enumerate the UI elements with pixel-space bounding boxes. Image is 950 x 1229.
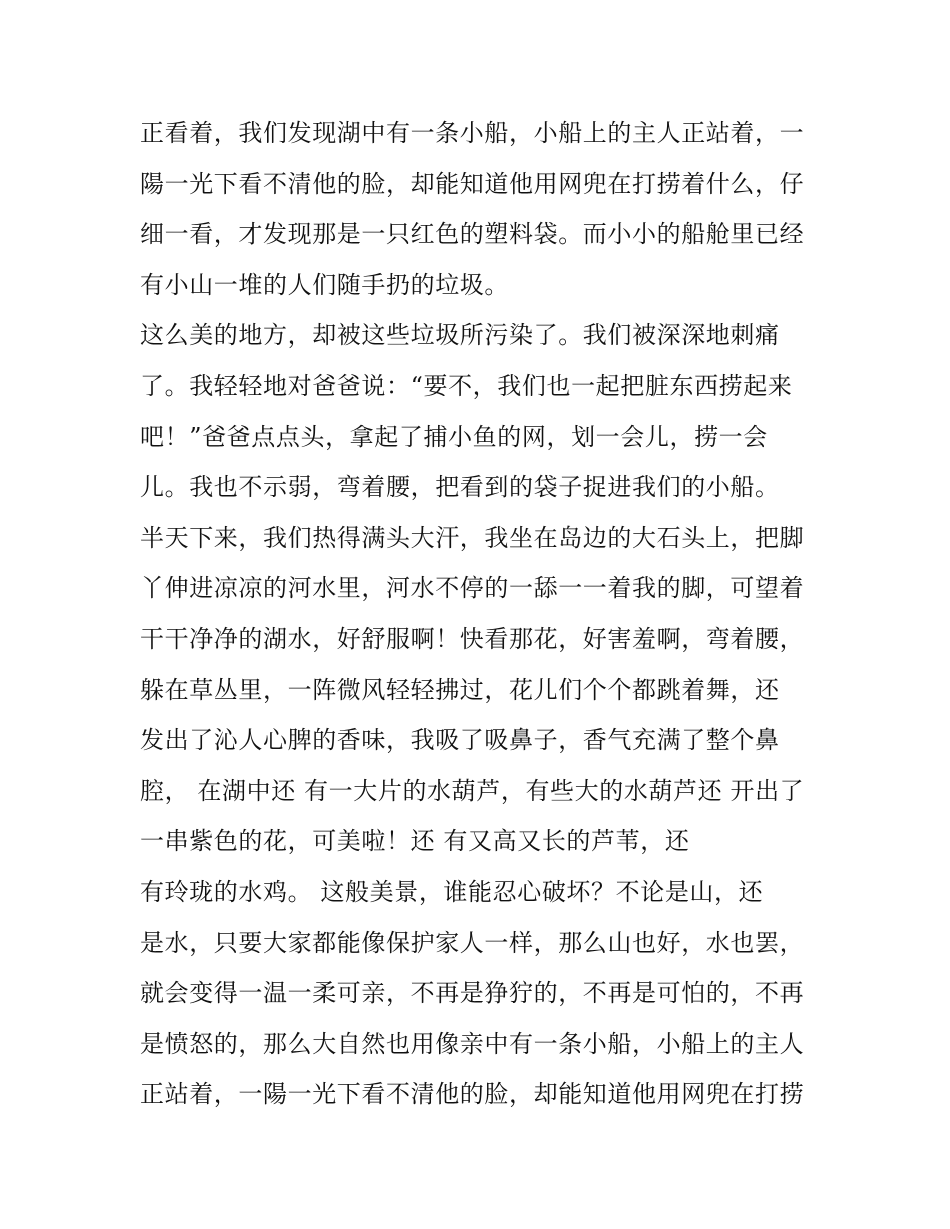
text-line-15: 一串紫色的花，可美啦！还 有又高又长的芦苇，还: [140, 827, 690, 856]
text-line-12: 躲在草丛里，一阵微风轻轻拂过，花儿们个个都跳着舞，还: [140, 675, 780, 704]
text-line-14: 腔， 在湖中还 有一大片的水葫芦，有些大的水葫芦还 开出了: [140, 776, 805, 805]
text-line-11: 干干净净的湖水，好舒服啊！快看那花，好害羞啊，弯着腰，: [140, 624, 805, 653]
text-line-7: 吧！”爸爸点点头，拿起了捕小鱼的网，划一会儿，捞一会: [140, 422, 768, 451]
text-line-5: 这么美的地方，却被这些垃圾所污染了。我们被深深地刺痛: [140, 321, 780, 350]
text-line-13: 发出了沁人心脾的香味，我吸了吸鼻子，香气充满了整个鼻: [140, 726, 780, 755]
text-line-2: 陽一光下看不清他的脸，却能知道他用网兜在打捞着什么，仔: [140, 169, 805, 198]
text-line-8: 儿。我也不示弱，弯着腰，把看到的袋子捉进我们的小船。: [140, 473, 780, 502]
text-line-16: 有玲珑的水鸡。 这般美景，谁能忍心破坏？不论是山，还: [140, 877, 764, 906]
text-line-6: 了。我轻轻地对爸爸说：“要不，我们也一起把脏东西捞起来: [140, 371, 793, 400]
text-line-1: 正看着，我们发现湖中有一条小船，小船上的主人正站着，一: [140, 119, 805, 147]
text-line-9: 半天下来，我们热得满头大汗，我坐在岛边的大石头上，把脚: [140, 523, 805, 552]
text-line-18: 就会变得一温一柔可亲，不再是狰狞的，不再是可怕的，不再: [140, 979, 805, 1008]
body-text: [140, 108, 820, 1120]
text-line-20: 正站着，一陽一光下看不清他的脸，却能知道他用网兜在打捞: [140, 1080, 805, 1109]
text-line-4: 有小山一堆的人们随手扔的垃圾。: [140, 270, 509, 299]
text-line-17: 是水，只要大家都能像保护家人一样，那么山也好，水也罢，: [140, 928, 805, 957]
text-line-3: 细一看，才发现那是一只红色的塑料袋。而小小的船舱里已经: [140, 220, 805, 249]
text-line-19: 是愤怒的，那么大自然也用像亲中有一条小船，小船上的主人: [140, 1029, 805, 1058]
text-line-10: 丫伸进凉凉的河水里，河水不停的一舔一一着我的脚，可望着: [140, 574, 805, 603]
